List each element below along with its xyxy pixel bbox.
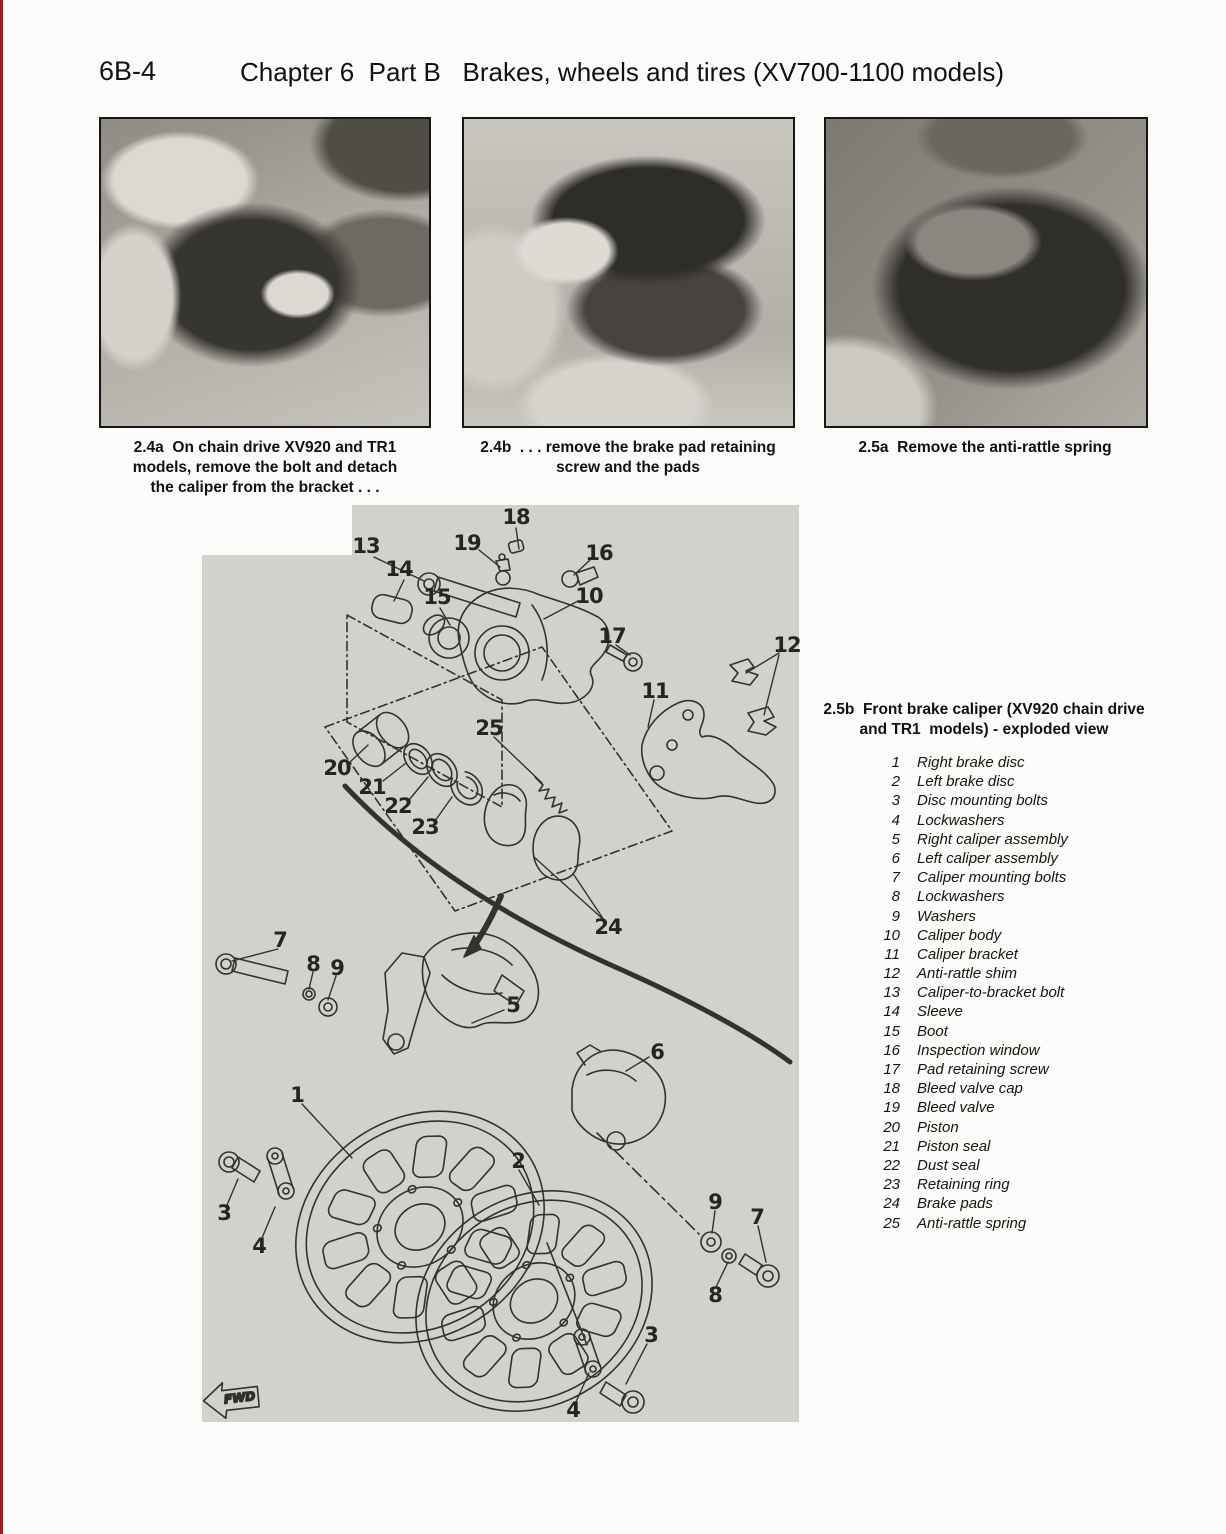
parts-list-item: 10 Caliper body — [883, 926, 1002, 944]
parts-list-item: 18 Bleed valve cap — [883, 1080, 1023, 1098]
callout-7-right: 7 — [750, 1205, 764, 1229]
washer-9-left-drawing — [319, 998, 337, 1016]
bracket-11-drawing — [642, 701, 775, 804]
brake-disc-1-drawing — [251, 1065, 588, 1390]
caption-line: the caliper from the bracket . . . — [150, 479, 380, 496]
brake-pads-24-drawing — [484, 785, 579, 880]
callout-22: 22 — [384, 794, 412, 818]
bolt-3-right-drawing — [600, 1382, 644, 1413]
callout-4-right: 4 — [566, 1398, 580, 1422]
parts-list-item: 20 Piston — [883, 1118, 959, 1136]
callout-9-left: 9 — [330, 956, 344, 980]
washer-9-right-drawing — [701, 1232, 721, 1252]
parts-list-item: 17 Pad retaining screw — [883, 1061, 1049, 1078]
callout-2: 2 — [511, 1149, 525, 1173]
bolt-7-left-drawing — [216, 954, 288, 984]
axis-line — [597, 1133, 699, 1234]
caption-line: 2.5a Remove the anti-rattle spring — [858, 439, 1112, 456]
bleed-valve-19-drawing — [496, 554, 510, 585]
parts-list-item: 1 Right brake disc — [891, 754, 1025, 771]
piston-20-drawing — [346, 706, 415, 772]
callout-13: 13 — [352, 534, 380, 558]
fwd-label: FWD — [223, 1388, 257, 1407]
parts-list-item: 11 Caliper bracket — [884, 945, 1018, 963]
parts-list-item: 21 Piston seal — [883, 1137, 991, 1155]
callout-23: 23 — [411, 815, 439, 839]
caption-line: models, remove the bolt and detach — [132, 459, 398, 476]
screw-17-drawing — [606, 645, 642, 671]
callout-1: 1 — [290, 1083, 304, 1107]
page-title: Chapter 6 Part B Brakes, wheels and tires (XV700-1100 models) — [240, 57, 1005, 87]
callout-14: 14 — [385, 557, 413, 581]
callout-8-right: 8 — [708, 1283, 722, 1307]
callout-8-left: 8 — [306, 952, 320, 976]
callout-10: 10 — [575, 584, 603, 608]
callout-7-left: 7 — [273, 928, 287, 952]
caption-line: screw and the pads — [556, 459, 700, 476]
callout-15: 15 — [423, 585, 451, 609]
sleeve-14-drawing — [370, 593, 415, 626]
photo-2-4a — [99, 117, 431, 428]
caption-line: and TR1 models) - exploded view — [859, 721, 1109, 738]
callout-24: 24 — [594, 915, 622, 939]
caption-2-4b — [458, 438, 798, 478]
parts-list-item: 7 Caliper mounting bolts — [891, 869, 1067, 887]
assembly-arrow — [474, 896, 501, 946]
parts-list-item: 15 Boot — [883, 1022, 948, 1040]
parts-list-item: 2 Left brake disc — [891, 773, 1015, 791]
photo-2-5a — [824, 117, 1148, 428]
caption-line: 2.4a On chain drive XV920 and TR1 — [133, 439, 397, 456]
callout-3-left: 3 — [217, 1201, 231, 1225]
callout-6: 6 — [650, 1040, 664, 1064]
callout-9-right: 9 — [708, 1190, 722, 1214]
page-number: 6B-4 — [99, 56, 157, 86]
parts-list-item: 9 Washers — [891, 907, 976, 925]
callout-21: 21 — [358, 775, 386, 799]
callout-4-left: 4 — [252, 1234, 266, 1258]
caption-2-4a — [105, 438, 425, 498]
fwd-arrow-icon — [202, 1381, 261, 1422]
callout-16: 16 — [585, 541, 613, 565]
piston-seal-21-drawing — [398, 738, 438, 780]
bolt-7-right-drawing — [739, 1254, 779, 1287]
retainer-4-left-drawing — [267, 1148, 294, 1199]
parts-list-item: 22 Dust seal — [883, 1156, 980, 1174]
callout-11: 11 — [641, 679, 669, 703]
parts-list-item: 12 Anti-rattle shim — [883, 965, 1018, 983]
caption-line: 2.4b . . . remove the brake pad retaining — [480, 439, 776, 456]
photo-2-4b — [462, 117, 795, 428]
callout-5: 5 — [506, 993, 520, 1017]
caption-line: 2.5b Front brake caliper (XV920 chain drive — [823, 701, 1145, 718]
scan-edge-artifact — [0, 0, 3, 1534]
parts-list-item: 5 Right caliper assembly — [891, 830, 1068, 848]
parts-list — [858, 753, 1068, 1233]
parts-list-item: 23 Retaining ring — [883, 1176, 1010, 1194]
callout-20: 20 — [323, 756, 351, 780]
parts-list-item: 25 Anti-rattle spring — [883, 1214, 1027, 1232]
parts-list-item: 13 Caliper-to-bracket bolt — [883, 984, 1065, 1002]
caption-2-5a — [815, 438, 1155, 458]
parts-list-item: 8 Lockwashers — [891, 888, 1005, 906]
parts-list-item: 6 Left caliper assembly — [891, 849, 1058, 867]
parts-list-item: 4 Lockwashers — [891, 811, 1005, 829]
callout-25: 25 — [475, 716, 503, 740]
callout-17: 17 — [598, 624, 626, 648]
bolt-3-left-drawing — [219, 1152, 260, 1182]
parts-list-item: 14 Sleeve — [883, 1003, 963, 1021]
anti-rattle-spring-25-drawing — [535, 777, 567, 813]
exploded-view-figure — [202, 505, 799, 1422]
callout-18: 18 — [502, 505, 530, 529]
bleed-cap-18-drawing — [508, 539, 524, 553]
parts-list-item: 3 Disc mounting bolts — [891, 792, 1048, 810]
parts-list-item: 16 Inspection window — [883, 1041, 1040, 1059]
lockwasher-8-left-drawing — [303, 988, 315, 1000]
callout-19: 19 — [453, 531, 481, 555]
parts-list-item: 19 Bleed valve — [883, 1099, 995, 1117]
parts-list-item: 24 Brake pads — [883, 1195, 993, 1213]
callout-3-right: 3 — [644, 1323, 658, 1347]
callout-12: 12 — [773, 633, 801, 657]
caption-2-5b — [806, 700, 1162, 740]
lockwasher-8-right-drawing — [722, 1249, 736, 1263]
